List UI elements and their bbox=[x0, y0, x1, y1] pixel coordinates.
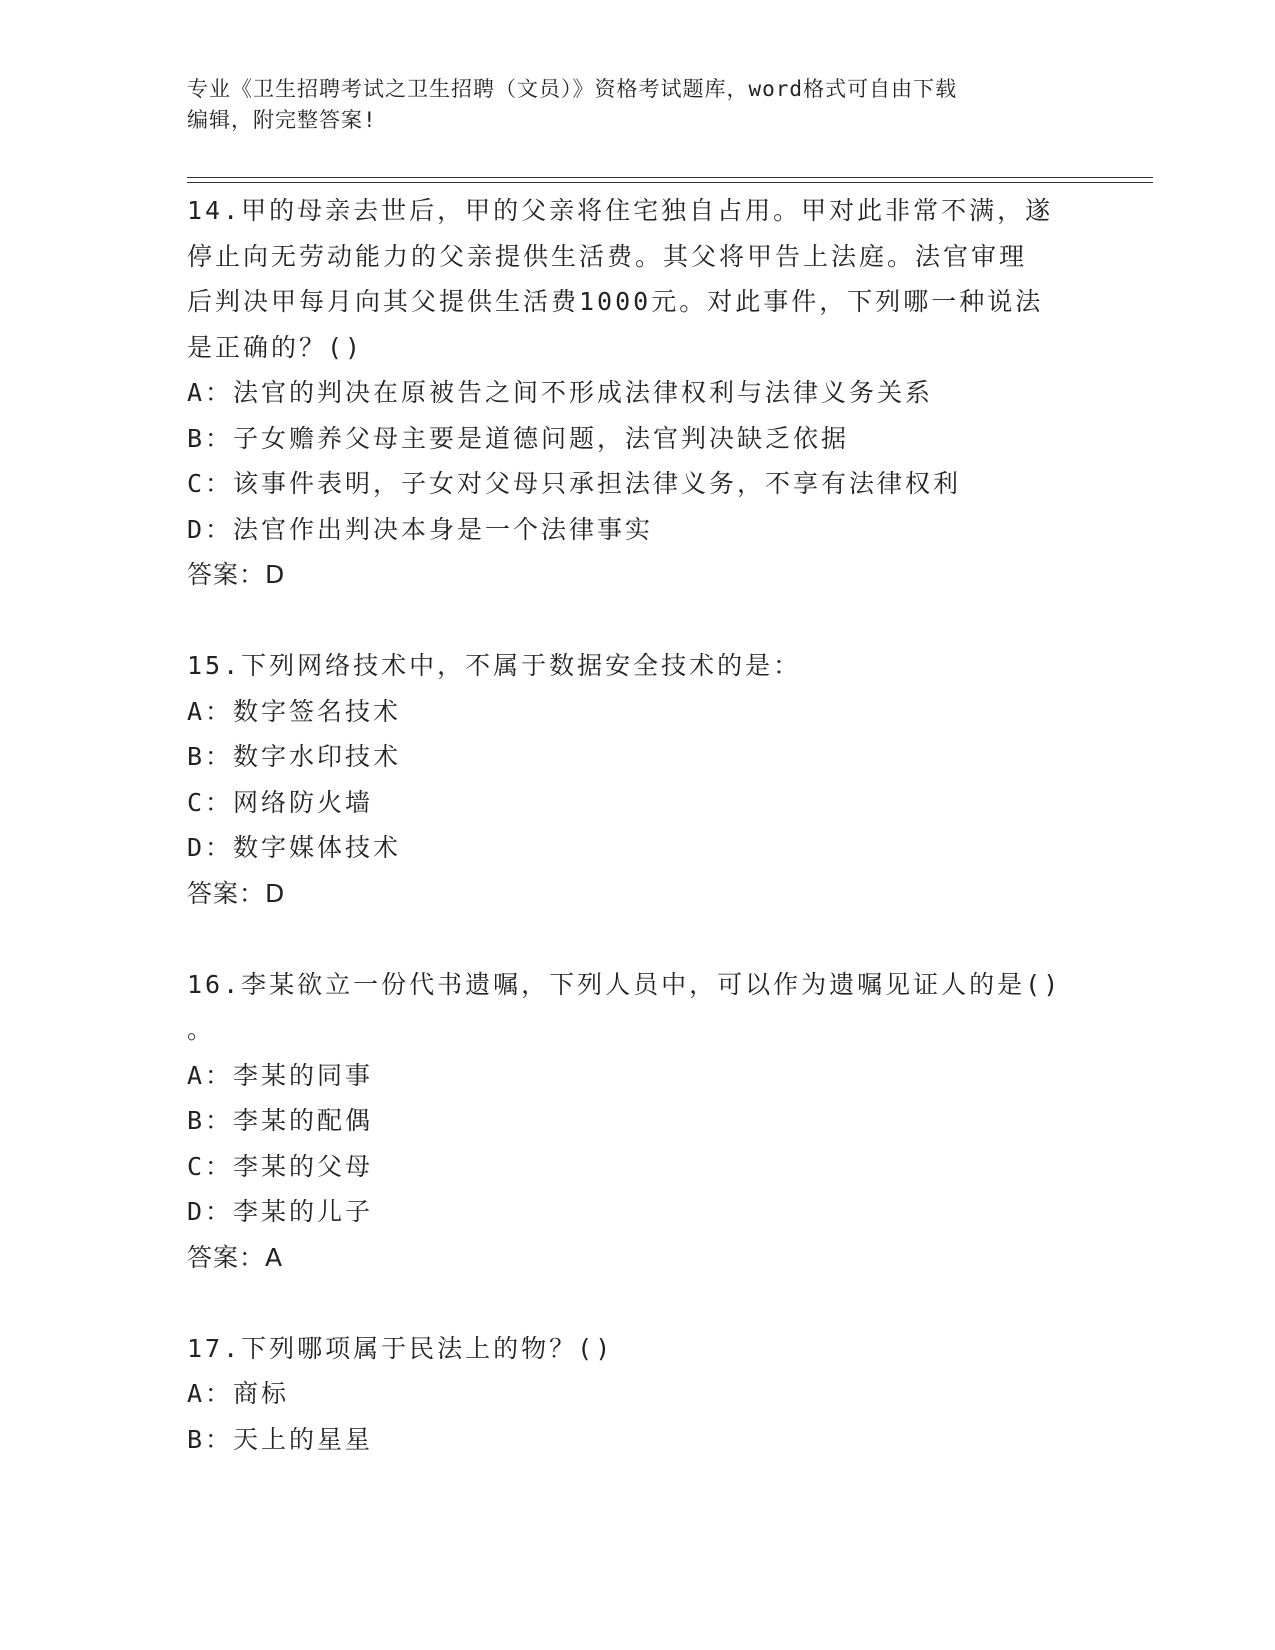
stem-line: 14.甲的母亲去世后，甲的父亲将住宅独自占用。甲对此非常不满，遂 bbox=[187, 196, 1054, 225]
option-b: B：天上的星星 bbox=[187, 1424, 374, 1454]
stem-line: 16.李某欲立一份代书遗嘱，下列人员中，可以作为遗嘱见证人的是() bbox=[187, 969, 1062, 999]
question-list bbox=[187, 188, 1087, 1462]
option-d: D：法官作出判决本身是一个法律事实 bbox=[187, 514, 654, 544]
option-c: C：网络防火墙 bbox=[187, 787, 374, 817]
option-b: B：子女赡养父母主要是道德问题，法官判决缺乏依据 bbox=[187, 423, 850, 453]
answer-line: 答案：A bbox=[187, 1242, 284, 1272]
option-b: B：李某的配偶 bbox=[187, 1106, 374, 1135]
spacer bbox=[187, 1280, 1087, 1326]
document-header bbox=[187, 74, 1067, 136]
question-17 bbox=[187, 1326, 1087, 1463]
question-14 bbox=[187, 188, 1087, 598]
option-b: B：数字水印技术 bbox=[187, 742, 402, 771]
spacer bbox=[187, 916, 1087, 962]
option-d: D：李某的儿子 bbox=[187, 1197, 374, 1226]
question-16 bbox=[187, 962, 1087, 1281]
stem-line: 15.下列网络技术中，不属于数据安全技术的是： bbox=[187, 651, 802, 680]
option-a: A：法官的判决在原被告之间不形成法律权利与法律义务关系 bbox=[187, 378, 934, 407]
header-divider-top bbox=[187, 177, 1153, 178]
stem-line: 17.下列哪项属于民法上的物？() bbox=[187, 1333, 614, 1363]
stem-line: 是正确的？() bbox=[187, 332, 364, 362]
option-a: A：数字签名技术 bbox=[187, 696, 402, 726]
option-d: D：数字媒体技术 bbox=[187, 833, 402, 862]
option-c: C：该事件表明，子女对父母只承担法律义务，不享有法律权利 bbox=[187, 469, 962, 498]
option-a: A：李某的同事 bbox=[187, 1060, 374, 1090]
stem-line: 停止向无劳动能力的父亲提供生活费。其父将甲告上法庭。法官审理 bbox=[187, 241, 1028, 271]
question-stem bbox=[187, 643, 1087, 689]
stem-line: 后判决甲每月向其父提供生活费1000元。对此事件，下列哪一种说法 bbox=[187, 287, 1044, 316]
answer-line: 答案：D bbox=[187, 560, 286, 589]
header-title-line-1: 专业《卫生招聘考试之卫生招聘（文员）》资格考试题库，word格式可自由下载 bbox=[187, 77, 958, 101]
spacer bbox=[187, 598, 1087, 644]
stem-line: 。 bbox=[187, 1015, 216, 1044]
answer-line: 答案：D bbox=[187, 878, 286, 908]
option-c: C：李某的父母 bbox=[187, 1151, 374, 1181]
header-divider-bottom bbox=[187, 182, 1153, 183]
question-15 bbox=[187, 643, 1087, 916]
question-stem bbox=[187, 962, 1087, 1053]
header-title-line-2: 编辑，附完整答案! bbox=[187, 108, 377, 132]
question-stem bbox=[187, 188, 1087, 370]
question-stem bbox=[187, 1326, 1087, 1372]
option-a: A：商标 bbox=[187, 1379, 290, 1408]
